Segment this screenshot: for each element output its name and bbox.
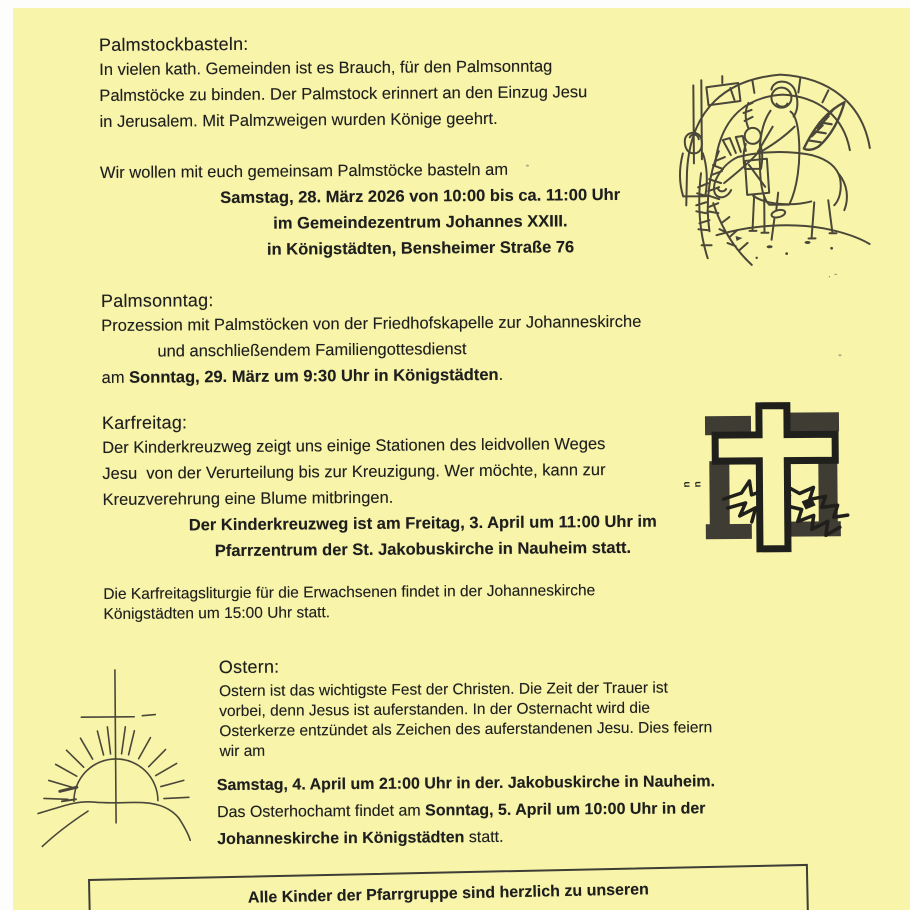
text-line: und anschließendem Familiengottesdienst xyxy=(157,340,467,361)
text-line: Königstädten um 15:00 Uhr statt. xyxy=(103,604,331,623)
text-line: in Jerusalem. Mit Palmzweigen wurden Könige geehrt. xyxy=(99,109,498,132)
event-place-line: Pfarrzentrum der St. Jakobuskirche in Nauheim statt. xyxy=(214,538,632,561)
event-date-line xyxy=(217,795,715,826)
text-line: Palmstöcke zu binden. Der Palmstock erinnert an den Einzug Jesu xyxy=(99,83,588,106)
heading-ostern: Ostern: xyxy=(218,656,280,678)
cross-margin-mark: n n xyxy=(681,481,704,488)
palm-sunday-entry-illustration xyxy=(660,52,894,290)
cross-with-thorns-illustration xyxy=(689,402,870,563)
text-segment-bold: Johanneskirche in Königstädten xyxy=(217,829,465,849)
text-line: Wir wollen mit euch gemeinsam Palmstöcke basteln am xyxy=(99,160,509,183)
text-line: Jesu von der Verurteilung bis zur Kreuzigung. Wer möchte, kann zur xyxy=(102,461,606,483)
text-line: wir am xyxy=(219,742,266,761)
text-line: Kreuzverehrung eine Blume mitbringen. xyxy=(102,488,394,509)
text-line: Osterkerze entzündet als Zeichen des auferstandenen Jesu. Dies feiern xyxy=(219,719,713,741)
easter-sunrise-illustration xyxy=(31,659,228,856)
event-address-line: in Königstädten, Bensheimer Straße 76 xyxy=(266,238,575,259)
heading-palmsonntag: Palmsonntag: xyxy=(100,290,214,311)
text-segment: am xyxy=(101,368,130,387)
event-date-line: Samstag, 28. März 2026 von 10:00 bis ca. 11:00 Uhr xyxy=(220,185,621,208)
text-line: In vielen kath. Gemeinden ist es Brauch, für den Palmsonntag xyxy=(99,57,553,80)
section-palmstockbasteln xyxy=(99,29,588,135)
text-line: vorbei, denn Jesus ist auferstanden. In der Osternacht wird die xyxy=(219,699,651,721)
text-line: Ostern ist das wichtigste Fest der Christen. Die Zeit der Trauer ist xyxy=(219,679,668,701)
scan-speck xyxy=(526,165,529,167)
event-place-line xyxy=(217,822,715,853)
event-date-line: Samstag, 4. April um 21:00 Uhr in der. Jakobuskirche in Nauheim. xyxy=(216,773,716,795)
footer-invitation-line: Alle Kinder der Pfarrgruppe sind herzlich zu unseren xyxy=(247,881,650,907)
text-line: Die Karfreitagsliturgie für die Erwachsenen findet in der Johanneskirche xyxy=(103,582,596,603)
section-basteln-invite xyxy=(100,155,741,264)
scan-artifact-mark: . - xyxy=(827,268,838,281)
text-segment: . xyxy=(498,365,504,384)
heading-palmstockbasteln: Palmstockbasteln: xyxy=(98,33,249,56)
section-karfreitag xyxy=(102,406,743,565)
event-date-line xyxy=(102,361,642,391)
event-date-line: Der Kinderkreuzweg ist am Freitag, 3. April um 11:00 Uhr im xyxy=(188,512,657,535)
section-liturgie xyxy=(103,581,595,625)
section-ostern-dates xyxy=(217,768,716,853)
text-segment: Das Osterhochamt findet am xyxy=(216,802,426,822)
heading-karfreitag: Karfreitag: xyxy=(101,412,188,433)
text-segment: statt. xyxy=(464,828,504,847)
text-segment-bold: Sonntag, 29. März um 9:30 Uhr in Königstädten xyxy=(129,365,499,387)
scan-speck xyxy=(838,354,841,356)
text-line: Der Kinderkreuzweg zeigt uns einige Stationen des leidvollen Weges xyxy=(102,435,606,457)
text-segment-bold: Sonntag, 5. April um 10:00 Uhr in der xyxy=(425,800,706,820)
event-place-line: im Gemeindezentrum Johannes XXIII. xyxy=(273,212,568,233)
section-ostern xyxy=(219,651,713,762)
text-line: Prozession mit Palmstöcken von der Friedhofskapelle zur Johanneskirche xyxy=(101,312,642,335)
section-palmsonntag xyxy=(101,285,642,391)
